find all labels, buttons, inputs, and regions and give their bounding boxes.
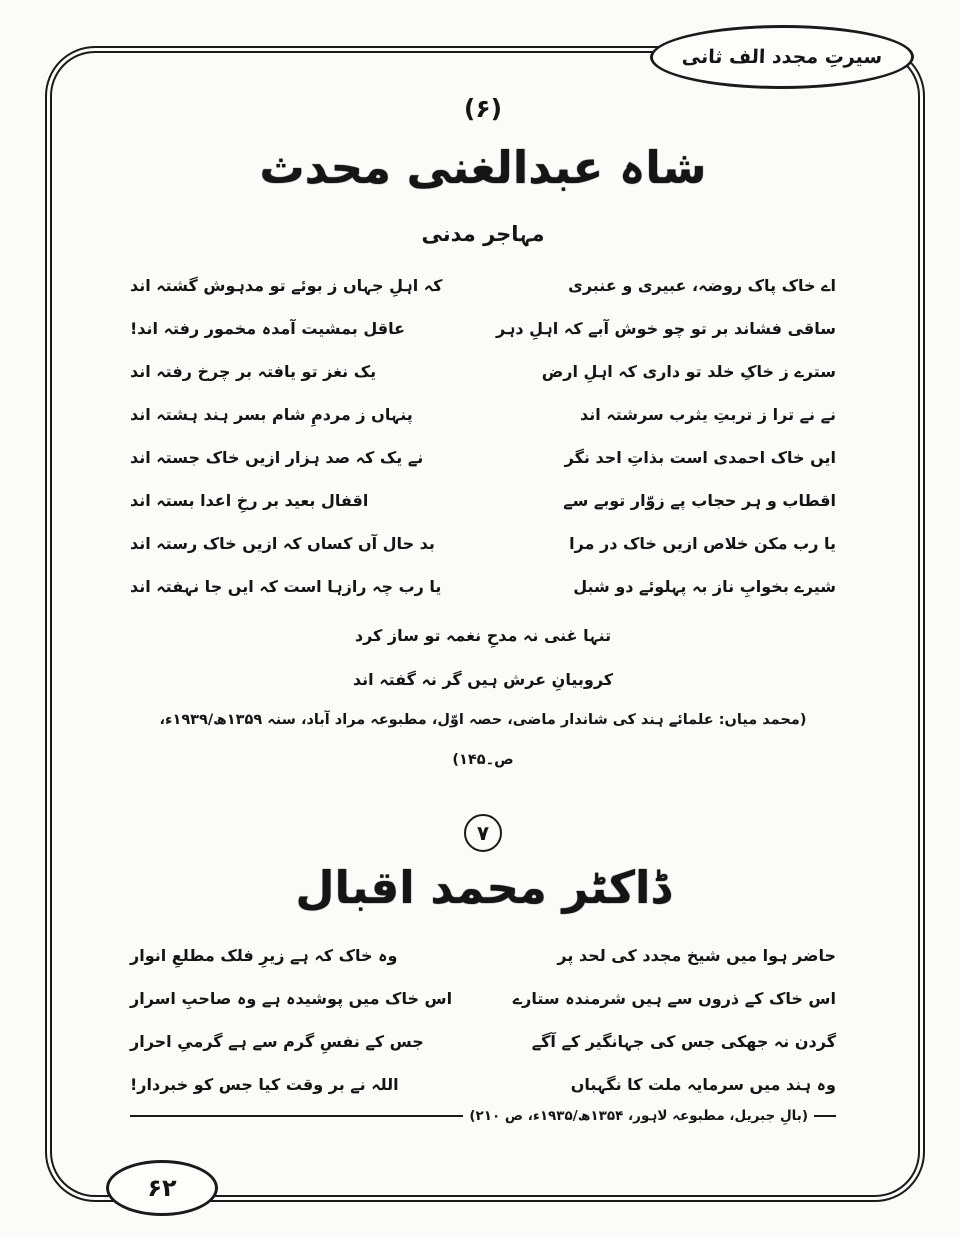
hemistich-right: حاضر ہوا میں شیخ مجدد کی لحد پر (557, 946, 836, 965)
hemistich-left: کہ اہلِ جہاں ز بوئے تو مدہوش گشتہ اند (130, 276, 443, 295)
hemistich-right: شیرے بخوابِ ناز بہ پہلوئے دو شبل (573, 577, 836, 596)
page-number: ۶۲ (147, 1174, 177, 1202)
section-6-closing-lines (130, 614, 836, 702)
hemistich-right: اس خاک کے ذروں سے ہیں شرمندہ ستارے (512, 989, 836, 1008)
couplet-row (130, 977, 836, 1020)
section-6-subtitle: مہاجر مدنی (421, 222, 545, 246)
hemistich-left: نے یک کہ صد ہزار ازیں خاک جستہ اند (130, 448, 424, 467)
book-title: سیرتِ مجدد الف ثانی (681, 46, 883, 68)
couplet-row (130, 522, 836, 565)
hemistich-left: پنہاں ز مردمِ شام بسر ہند ہشتہ اند (130, 405, 413, 424)
hemistich-right: وہ ہند میں سرمایہ ملت کا نگہباں (570, 1075, 836, 1094)
hemistich-left: یک نغز تو یافتہ بر چرخ رفتہ اند (130, 362, 377, 381)
hemistich-left: اقفال بعید بر رخِ اعدا بستہ اند (130, 491, 369, 510)
hemistich-right: نے نے ترا ز تربتِ یثرب سرشتہ اند (580, 405, 836, 424)
couplet-row (130, 479, 836, 522)
hemistich-left: جس کے نفسِ گرم سے ہے گرمیِ احرار (130, 1032, 424, 1051)
hemistich-left: بد حال آں کساں کہ ازیں خاک رستہ اند (130, 534, 435, 553)
closing-line: تنہا غنی نہ مدحِ نغمہ تو ساز کرد (354, 626, 612, 645)
hemistich-left: اللہ نے بر وقت کیا جس کو خبردار! (130, 1075, 399, 1094)
couplet-row (130, 436, 836, 479)
couplet-row (130, 565, 836, 608)
couplet-row (130, 264, 836, 307)
couplet-row (130, 934, 836, 977)
page-number-badge (106, 1160, 218, 1216)
hemistich-left: اس خاک میں پوشیدہ ہے وہ صاحبِ اسرار (130, 989, 453, 1008)
section-7-couplets (130, 934, 836, 1106)
section-7-marker: ۷ (464, 814, 502, 852)
section-6-marker: (۶) (463, 94, 503, 123)
section-7-title: ڈاکٹر محمد اقبال (295, 861, 671, 914)
section-7-citation: (بالِ جبریل، مطبوعہ لاہور، ۱۳۵۴ھ/۱۹۳۵ء، ص ۲۱۰) (469, 1108, 808, 1124)
hemistich-right: ایں خاک احمدی است بذاتِ احد نگر (564, 448, 836, 467)
section-6-citation-line1: (محمد میاں: علمائے ہند کی شاندار ماضی، حصہ اوّل، مطبوعہ مراد آباد، سنہ ۱۳۵۹ھ/۱۹۳۹ء، (159, 712, 807, 728)
header-book-title-badge (649, 25, 915, 89)
citation-rule-left (130, 1115, 463, 1117)
couplet-row (130, 1020, 836, 1063)
citation-rule-right (814, 1115, 836, 1117)
hemistich-left: عاقل بمشیت آمدہ مخمور رفتہ اند! (130, 319, 406, 338)
couplet-row (130, 307, 836, 350)
couplet-row (130, 1063, 836, 1106)
hemistich-right: سترے ز خاکِ خلد تو داری کہ اہلِ ارض (541, 362, 836, 381)
hemistich-right: یا رب مکن خلاص ازیں خاک در مرا (569, 534, 836, 553)
couplet-row (130, 393, 836, 436)
hemistich-right: گردن نہ جھکی جس کی جہانگیر کے آگے (531, 1032, 836, 1051)
hemistich-left: وہ خاک کہ ہے زیرِ فلک مطلعِ انوار (130, 946, 398, 965)
section-7-citation-row (130, 1108, 836, 1124)
section-6-citation-line2: ص۔۱۴۵) (452, 752, 514, 768)
section-6-title: شاہ عبدالغنی محدث (259, 141, 707, 194)
section-7-marker-wrap (130, 814, 836, 852)
couplet-row (130, 350, 836, 393)
hemistich-right: اقطاب و ہر حجاب پے زوّار توبے سے (563, 491, 836, 510)
hemistich-right: اے خاک پاک روضہ، عبیری و عنبری (568, 276, 836, 295)
section-6-couplets (130, 264, 836, 608)
hemistich-right: ساقی فشاند بر تو چو خوش آبے کہ اہلِ دہر (496, 319, 836, 338)
hemistich-left: یا رب چہ رازہا است کہ ایں جا نہفتہ اند (130, 577, 442, 596)
closing-line: کروبیانِ عرش ہیں گر نہ گفتہ اند (352, 670, 614, 689)
